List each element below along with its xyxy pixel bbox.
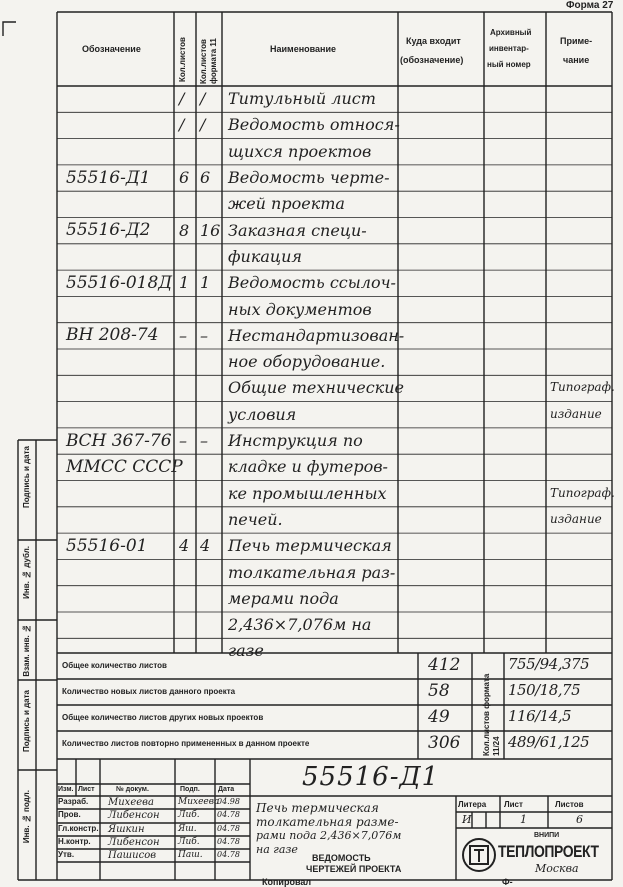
- staff-signature: Яш.: [178, 824, 197, 834]
- cell-name: кладке и футеров-: [228, 457, 388, 477]
- summary-count: 306: [428, 733, 461, 753]
- side-inv-dubl: Инв. № дубл.: [22, 546, 31, 599]
- header-sheets-count: Кол.листов: [178, 37, 187, 82]
- summary-a11: 150/18,75: [508, 681, 581, 699]
- summary-count: 412: [428, 655, 461, 675]
- cell-note: издание: [550, 406, 602, 421]
- staff-role: Разраб.: [58, 797, 89, 806]
- header-where-used-2: (обозначение): [400, 55, 464, 65]
- summary-label: Количество листов повторно примененных в данном проекте: [62, 739, 310, 748]
- staff-signature: Паш.: [178, 850, 203, 860]
- staff-signature: Михеева: [178, 797, 220, 807]
- summary-count: 58: [428, 681, 450, 701]
- summary-count: 49: [428, 707, 450, 727]
- summary-label: Общее количество листов других новых проектов: [62, 713, 264, 722]
- cell-name: Нестандартизован-: [228, 325, 405, 345]
- cell-sheets: –: [179, 431, 187, 451]
- cell-designation: 55516-01: [66, 535, 148, 556]
- sheet-value: 1: [520, 813, 527, 826]
- cell-sheets-a11: 1: [200, 273, 211, 293]
- cell-name: жей проекта: [228, 194, 345, 214]
- cell-name: мерами пода: [228, 588, 339, 608]
- cell-note: Типограф.: [550, 485, 615, 500]
- org-top: ВНИПИ: [534, 832, 560, 839]
- cell-designation: ММСС СССР: [66, 456, 183, 477]
- staff-role: Пров.: [58, 810, 81, 819]
- cell-designation: 55516-Д2: [66, 220, 151, 241]
- cell-name: печей.: [228, 509, 283, 529]
- cell-name: газе: [228, 641, 264, 661]
- cell-sheets: 6: [179, 168, 190, 188]
- staff-role: Гл.констр.: [58, 824, 99, 833]
- cell-note: Типограф.: [550, 380, 615, 395]
- doc-title-1: ВЕДОМОСТЬ: [312, 853, 371, 863]
- header-archive-2: инвентар-: [489, 44, 529, 53]
- staff-role: Н.контр.: [58, 837, 91, 846]
- header-sheets-a11: Кол.листов формата 11: [199, 38, 218, 84]
- cell-name: ное оборудование.: [228, 352, 386, 372]
- cell-designation: ВСН 367-76: [66, 430, 172, 451]
- cell-designation: 55516-018Д: [66, 272, 173, 293]
- cell-designation: 55516-Д1: [66, 167, 151, 188]
- cell-name: Ведомость черте-: [228, 168, 390, 188]
- cell-name: Общие технические: [228, 378, 404, 398]
- cell-name: толкательная раз-: [228, 562, 396, 582]
- side-vzam: Взам. инв. №: [22, 624, 31, 677]
- footer-copied: Копировал: [262, 877, 312, 887]
- cell-sheets-a11: –: [200, 431, 208, 451]
- cell-name: 2,436×7,076м на: [228, 615, 372, 635]
- side-sign-date-top: Подпись и дата: [22, 446, 31, 508]
- cell-name: ке промышленных: [228, 483, 387, 503]
- form-label: Форма 27: [566, 0, 614, 11]
- cell-name: Инструкция по: [228, 431, 363, 451]
- cell-sheets-a11: 16: [200, 220, 221, 240]
- doc-title-2: ЧЕРТЕЖЕЙ ПРОЕКТА: [306, 864, 402, 874]
- cell-name: Ведомость ссылоч-: [228, 273, 396, 293]
- cell-name: Титульный лист: [228, 89, 376, 109]
- cell-sheets: 1: [179, 273, 190, 293]
- staff-date: 04.78: [217, 837, 240, 846]
- litera-value: И: [462, 813, 472, 826]
- cell-sheets-a11: /: [200, 115, 206, 135]
- cell-sheets: 4: [179, 536, 190, 556]
- cell-name: Ведомость относя-: [228, 115, 400, 135]
- summary-label: Количество новых листов данного проекта: [62, 687, 236, 696]
- title-code: 55516-Д1: [302, 762, 440, 792]
- col-doc: № докум.: [116, 786, 149, 793]
- staff-date: 04.98: [217, 797, 240, 806]
- description-line: Печь термическая: [256, 801, 379, 815]
- staff-date: 04.78: [217, 824, 240, 833]
- staff-date: 04.78: [217, 810, 240, 819]
- header-archive: Архивный: [490, 28, 532, 37]
- org-name: ТЕПЛОПРОЕКТ: [498, 842, 599, 861]
- cell-designation: ВН 208-74: [66, 325, 159, 346]
- staff-role: Утв.: [58, 850, 75, 859]
- cell-sheets: /: [179, 89, 185, 109]
- summary-a11: 489/61,125: [508, 733, 590, 751]
- cell-name: фикация: [228, 246, 302, 266]
- sheets-label: Листов: [555, 800, 584, 809]
- staff-signature: Либ.: [178, 810, 200, 820]
- staff-name: Либенсон: [108, 810, 160, 821]
- description-line: рами пода 2,436×7,076м: [256, 829, 402, 842]
- summary-col-label: Кол.листов формата 11/24: [482, 673, 501, 756]
- sheets-value: 6: [576, 813, 583, 826]
- cell-sheets-a11: /: [200, 89, 206, 109]
- cell-name: условия: [228, 404, 297, 424]
- col-sign: Подп.: [180, 786, 200, 793]
- staff-date: 04.78: [217, 850, 240, 859]
- header-name: Наименование: [270, 44, 337, 54]
- cell-sheets-a11: 4: [200, 536, 211, 556]
- header-note-2: чание: [563, 55, 590, 65]
- cell-name: Заказная специ-: [228, 220, 367, 240]
- header-designation: Обозначение: [82, 44, 141, 54]
- header-note: Приме-: [560, 36, 593, 46]
- org-city: Москва: [535, 862, 579, 875]
- cell-sheets: /: [179, 115, 185, 135]
- summary-a11: 755/94,375: [508, 655, 590, 673]
- header-archive-3: ный номер: [487, 60, 531, 69]
- cell-name: ных документов: [228, 299, 372, 319]
- col-date: Дата: [218, 786, 235, 793]
- staff-name: Либенсон: [108, 837, 160, 848]
- staff-signature: Либ.: [178, 837, 200, 847]
- litera-label: Литера: [458, 800, 487, 809]
- cell-sheets: –: [179, 325, 187, 345]
- cell-note: издание: [550, 511, 602, 526]
- footer-format: Ф-: [502, 877, 513, 887]
- sheet-label: Лист: [504, 800, 523, 809]
- cell-sheets: 8: [179, 220, 190, 240]
- col-izm: Изм.: [58, 786, 74, 793]
- cell-name: Печь термическая: [228, 536, 392, 556]
- summary-a11: 116/14,5: [508, 707, 572, 725]
- cell-sheets-a11: 6: [200, 168, 211, 188]
- staff-name: Пашисов: [108, 850, 157, 861]
- side-sign-date-mid: Подпись и дата: [22, 690, 31, 752]
- cell-sheets-a11: –: [200, 325, 208, 345]
- description-line: толкательная разме-: [256, 815, 399, 829]
- staff-name: Михеева: [108, 797, 154, 808]
- cell-name: щихся проектов: [228, 141, 372, 161]
- staff-name: Яшкин: [108, 824, 145, 835]
- summary-label: Общее количество листов: [62, 661, 167, 670]
- side-inv-podl: Инв. № подл.: [22, 790, 31, 844]
- col-list: Лист: [78, 786, 95, 793]
- header-where-used: Куда входит: [406, 36, 461, 46]
- description-line: на газе: [256, 843, 298, 856]
